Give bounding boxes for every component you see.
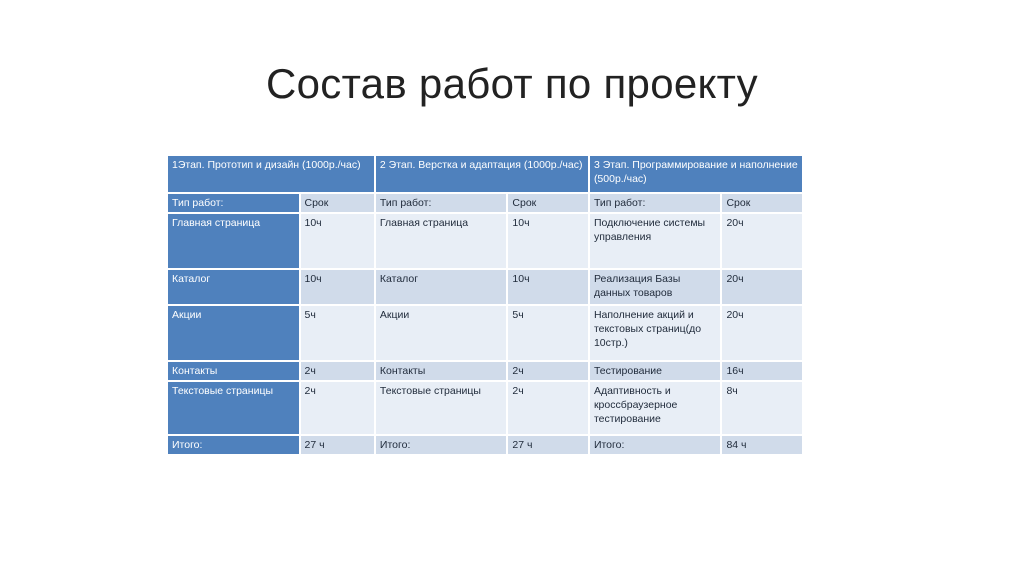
term-cell: 8ч xyxy=(722,382,802,434)
col-type-header-2: Тип работ: xyxy=(376,194,507,212)
col-type-header-1: Тип работ: xyxy=(168,194,299,212)
col-term-header-3: Срок xyxy=(722,194,802,212)
total-label-3: Итого: xyxy=(590,436,721,454)
work-cell: Реализация Базы данных товаров xyxy=(590,270,721,304)
term-cell: 2ч xyxy=(508,382,588,434)
table-row xyxy=(168,214,802,268)
term-cell: 5ч xyxy=(301,306,374,360)
work-cell: Наполнение акций и текстовых страниц(до 10стр.) xyxy=(590,306,721,360)
col-term-header-1: Срок xyxy=(301,194,374,212)
slide-title: Состав работ по проекту xyxy=(266,60,758,107)
total-label-1: Итого: xyxy=(168,436,299,454)
term-cell: 2ч xyxy=(301,362,374,380)
table-row xyxy=(168,270,802,304)
work-cell: Тестирование xyxy=(590,362,721,380)
total-term-1: 27 ч xyxy=(301,436,374,454)
stage-3-header: 3 Этап. Программирование и наполнение (500р./час) xyxy=(590,156,802,192)
stage-1-header: 1Этап. Прототип и дизайн (1000р./час) xyxy=(168,156,374,192)
table-row xyxy=(168,382,802,434)
work-cell: Подключение системы управления xyxy=(590,214,721,268)
row-label: Главная страница xyxy=(168,214,299,268)
term-cell: 20ч xyxy=(722,214,802,268)
term-cell: 2ч xyxy=(301,382,374,434)
term-cell: 16ч xyxy=(722,362,802,380)
stage-2-header: 2 Этап. Верстка и адаптация (1000р./час) xyxy=(376,156,588,192)
term-cell: 20ч xyxy=(722,306,802,360)
term-cell: 20ч xyxy=(722,270,802,304)
term-cell: 10ч xyxy=(508,214,588,268)
row-label: Акции xyxy=(168,306,299,360)
work-cell: Текстовые страницы xyxy=(376,382,507,434)
works-table xyxy=(166,154,804,456)
total-label-2: Итого: xyxy=(376,436,507,454)
col-term-header-2: Срок xyxy=(508,194,588,212)
work-cell: Акции xyxy=(376,306,507,360)
work-cell: Каталог xyxy=(376,270,507,304)
table-row xyxy=(168,306,802,360)
total-term-2: 27 ч xyxy=(508,436,588,454)
work-cell: Контакты xyxy=(376,362,507,380)
table-row xyxy=(168,362,802,380)
term-cell: 5ч xyxy=(508,306,588,360)
col-type-header-3: Тип работ: xyxy=(590,194,721,212)
row-label: Каталог xyxy=(168,270,299,304)
work-cell: Главная страница xyxy=(376,214,507,268)
term-cell: 10ч xyxy=(301,214,374,268)
column-header-row xyxy=(168,194,802,212)
total-term-3: 84 ч xyxy=(722,436,802,454)
row-label: Контакты xyxy=(168,362,299,380)
work-cell: Адаптивность и кроссбраузерное тестирование xyxy=(590,382,721,434)
term-cell: 2ч xyxy=(508,362,588,380)
total-row xyxy=(168,436,802,454)
term-cell: 10ч xyxy=(301,270,374,304)
term-cell: 10ч xyxy=(508,270,588,304)
stage-header-row xyxy=(168,156,802,192)
row-label: Текстовые страницы xyxy=(168,382,299,434)
